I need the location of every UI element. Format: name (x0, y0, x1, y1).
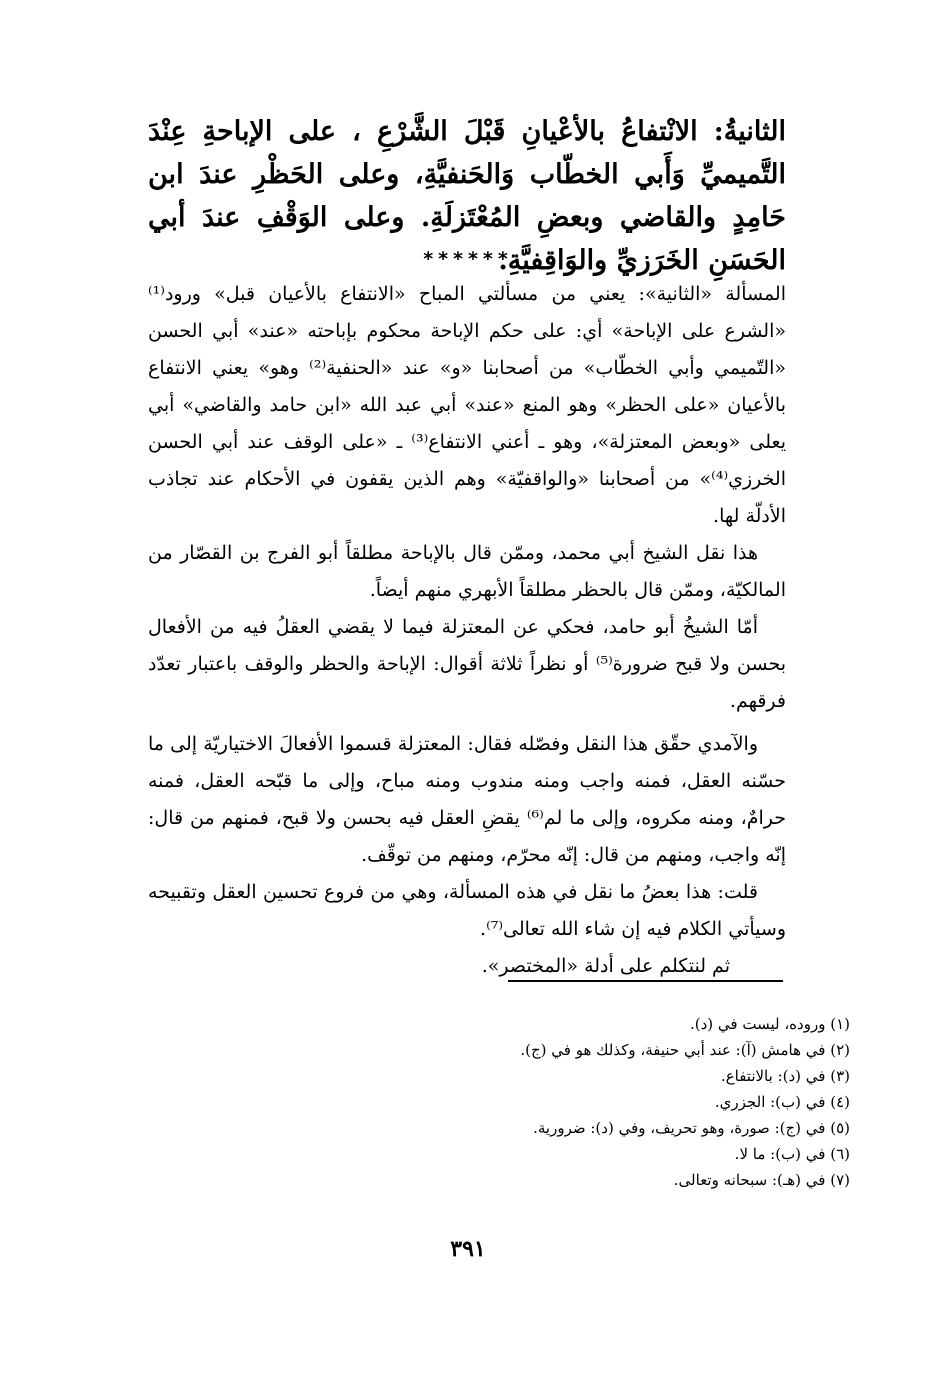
footnote-2: (٢) في هامش (آ): عند أبي حنيفة، وكذلك هو في (ج). (520, 1041, 850, 1059)
page-number: ٣٩١ (450, 1236, 486, 1262)
footnotes (520, 1011, 850, 1193)
issue-heading: الثانيةُ: الانْتفاعُ بالأعْيانِ قَبْلَ الشَّرْعِ ، على الإباحةِ عِنْدَ التَّميميِّ وَأَبي الخطّاب وَالحَنفيَّةِ، وعلى الحَظْرِ عندَ ابن حَامِدٍ والقاضي وبعضِ المُعْتَزلَةِ. وعلى الوَقْفِ عندَ أبي الحَسَنِ الخَرَزيِّ والوَاقِفيَّةِ. (148, 116, 786, 276)
footnote-5: (٥) في (ج): صورة، وهو تحريف، وفي (د): ضرورية. (533, 1119, 850, 1137)
footnote-7: (٧) في (هـ): سبحانه وتعالى. (673, 1171, 850, 1189)
paragraph-commentary: المسألة «الثانية»: يعني من مسألتي المباح «الانتفاع بالأعيان قبل» ورود⁽¹⁾ «الشرع على الإباحة» أي: على حكم الإباحة محكوم بإباحته «عند» أبي الحسن «التّميمي وأبي الخطّاب» من أصحابنا «و» عند «الحنفية⁽²⁾ وهو» يعني الانتفاع بالأعيان «على الحظر» وهو المنع «عند» أبي عبد الله «ابن حامد والقاضي» أبي يعلى «وبعض المعتزلة»، وهو ـ أعني الانتفاع⁽³⁾ ـ «على الوقف عند أبي الحسن الخرزي⁽⁴⁾» من أصحابنا «والواقفيّة» وهم الذين يقفون في الأحكام عند تجاذب الأدلّة لها. (148, 283, 786, 527)
commentary-body (148, 276, 786, 985)
paragraph-abu-hamid: أمّا الشيخُ أبو حامد، فحكي عن المعتزلة فيما لا يقضي العقلُ فيه من الأفعال بحسن ولا قبح ضرورة⁽⁵⁾ أو نظراً ثلاثة أقوال: الإباحة والحظر والوقف باعتبار تعدّد فرقهم. (148, 616, 786, 712)
paragraph-amidi: والآمدي حقّق هذا النقل وفصّله فقال: المعتزلة قسموا الأفعالَ الاختياريّة إلى ما حسّنه العقل، فمنه واجب ومنه مندوب ومنه مباح، وإلى ما قبّحه العقل، فمنه حرامٌ، ومنه مكروه، وإلى ما لم⁽⁶⁾ يقضِ العقل فيه بحسن ولا قبح، فمنهم من قال: إنّه واجب، ومنهم من قال: إنّه محرّم، ومنهم من توقّف. (148, 733, 787, 866)
paragraph-transmission: هذا نقل الشيخ أبي محمد، وممّن قال بالإباحة مطلقاً أبو الفرج بن القصّار من المالكيّة، وممّن قال بالحظر مطلقاً الأبهري منهم أيضاً. (148, 542, 786, 601)
paragraph-transition: ثم لنتكلم على أدلة «المختصر». (481, 955, 730, 977)
paragraph-author-note: قلت: هذا بعضُ ما نقل في هذه المسألة، وهي من فروع تحسين العقل وتقبيحه وسيأتي الكلام فيه إن شاء الله تعالى⁽⁷⁾. (148, 881, 786, 940)
footnote-6: (٦) في (ب): ما لا. (734, 1145, 850, 1163)
footnote-4: (٤) في (ب): الجزري. (714, 1093, 850, 1111)
section-divider-stars: ****** (423, 248, 513, 270)
footnote-3: (٣) في (د): بالانتفاع. (720, 1067, 850, 1085)
footnote-1: (١) وروده، ليست في (د). (690, 1015, 850, 1033)
footnote-separator (508, 980, 783, 982)
